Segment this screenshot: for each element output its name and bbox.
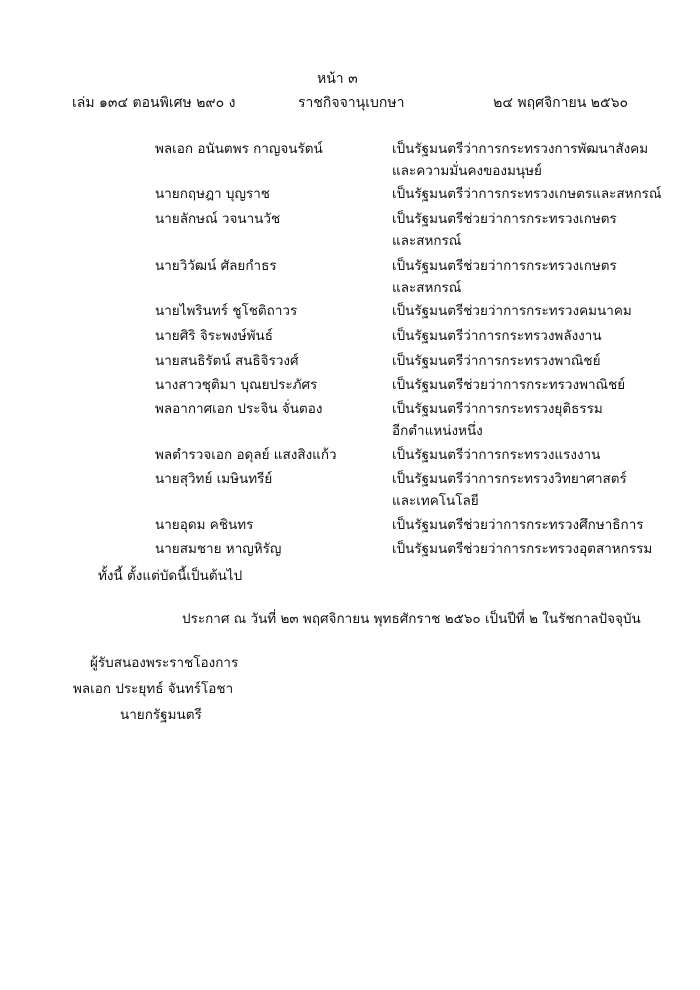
appointee-name: พลตำรวจเอก อดุลย์ แสงสิงแก้ว xyxy=(155,447,337,463)
appointee-name: นายสุวิทย์ เมษินทรีย์ xyxy=(155,471,273,487)
volume-issue: เล่ม ๑๓๔ ตอนพิเศษ ๒๙๐ ง xyxy=(72,95,236,111)
appointee-position: เป็นรัฐมนตรีช่วยว่าการกระทรวงอุตสาหกรรม xyxy=(392,541,653,557)
appointee-name: นายอุดม คชินทร xyxy=(155,517,254,533)
appointee-name: นางสาวชุติมา บุณยประภัศร xyxy=(155,377,318,393)
appointee-name: พลอากาศเอก ประจิน จั่นตอง xyxy=(155,401,323,417)
appointee-position: เป็นรัฐมนตรีช่วยว่าการกระทรวงเกษตร xyxy=(392,211,617,227)
appointee-name: นายศิริ จิระพงษ์พันธ์ xyxy=(155,328,273,344)
appointee-position: เป็นรัฐมนตรีช่วยว่าการกระทรวงพาณิชย์ xyxy=(392,377,626,393)
signatory-name: พลเอก ประยุทธ์ จันทร์โอชา xyxy=(73,681,234,697)
appointee-position: เป็นรัฐมนตรีช่วยว่าการกระทรวงศึกษาธิการ xyxy=(392,517,644,533)
countersign-label: ผู้รับสนองพระราชโองการ xyxy=(90,655,239,671)
appointee-name: นายไพรินทร์ ชูโชติถาวร xyxy=(155,303,298,319)
appointee-name: พลเอก อนันตพร กาญจนรัตน์ xyxy=(155,141,323,157)
appointee-position: เป็นรัฐมนตรีว่าการกระทรวงวิทยาศาสตร์ xyxy=(392,471,627,487)
appointee-position: เป็นรัฐมนตรีว่าการกระทรวงพลังงาน xyxy=(392,328,602,344)
appointee-name: นายวิวัฒน์ ศัลยกำธร xyxy=(155,258,277,274)
appointee-position: อีกตำแหน่งหนึ่ง xyxy=(392,423,483,439)
appointee-position: เป็นรัฐมนตรีช่วยว่าการกระทรวงเกษตร xyxy=(392,258,617,274)
appointee-name: นายลักษณ์ วจนานวัช xyxy=(155,211,281,227)
appointee-position: และสหกรณ์ xyxy=(392,280,462,296)
appointee-name: นายสมชาย หาญหิรัญ xyxy=(155,541,282,557)
appointee-position: และสหกรณ์ xyxy=(392,233,462,249)
publication-date: ๒๔ พฤศจิกายน ๒๕๖๐ xyxy=(493,95,628,111)
page-number: หน้า ๓ xyxy=(317,71,358,87)
closing-statement: ทั้งนี้ ตั้งแต่บัดนี้เป็นต้นไป xyxy=(98,568,243,584)
appointee-position: และเทคโนโลยี xyxy=(392,493,479,509)
signatory-title: นายกรัฐมนตรี xyxy=(120,707,202,723)
appointee-position: เป็นรัฐมนตรีว่าการกระทรวงแรงงาน xyxy=(392,447,601,463)
appointee-position: เป็นรัฐมนตรีช่วยว่าการกระทรวงคมนาคม xyxy=(392,303,632,319)
proclamation-date: ประกาศ ณ วันที่ ๒๓ พฤศจิกายน พุทธศักราช ๒๕๖๐ เป็นปีที่ ๒ ในรัชกาลปัจจุบัน xyxy=(182,611,641,627)
appointee-position: เป็นรัฐมนตรีว่าการกระทรวงเกษตรและสหกรณ์ xyxy=(392,186,662,202)
appointee-position: เป็นรัฐมนตรีว่าการกระทรวงพาณิชย์ xyxy=(392,353,601,369)
appointee-name: นายกฤษฎา บุญราช xyxy=(155,186,270,202)
appointee-name: นายสนธิรัตน์ สนธิจิรวงศ์ xyxy=(155,353,299,369)
appointee-position: เป็นรัฐมนตรีว่าการกระทรวงการพัฒนาสังคม xyxy=(392,141,649,157)
publication-title: ราชกิจจานุเบกษา xyxy=(298,95,405,111)
appointee-position: และความมั่นคงของมนุษย์ xyxy=(392,163,542,179)
appointee-position: เป็นรัฐมนตรีว่าการกระทรวงยุติธรรม xyxy=(392,401,603,417)
